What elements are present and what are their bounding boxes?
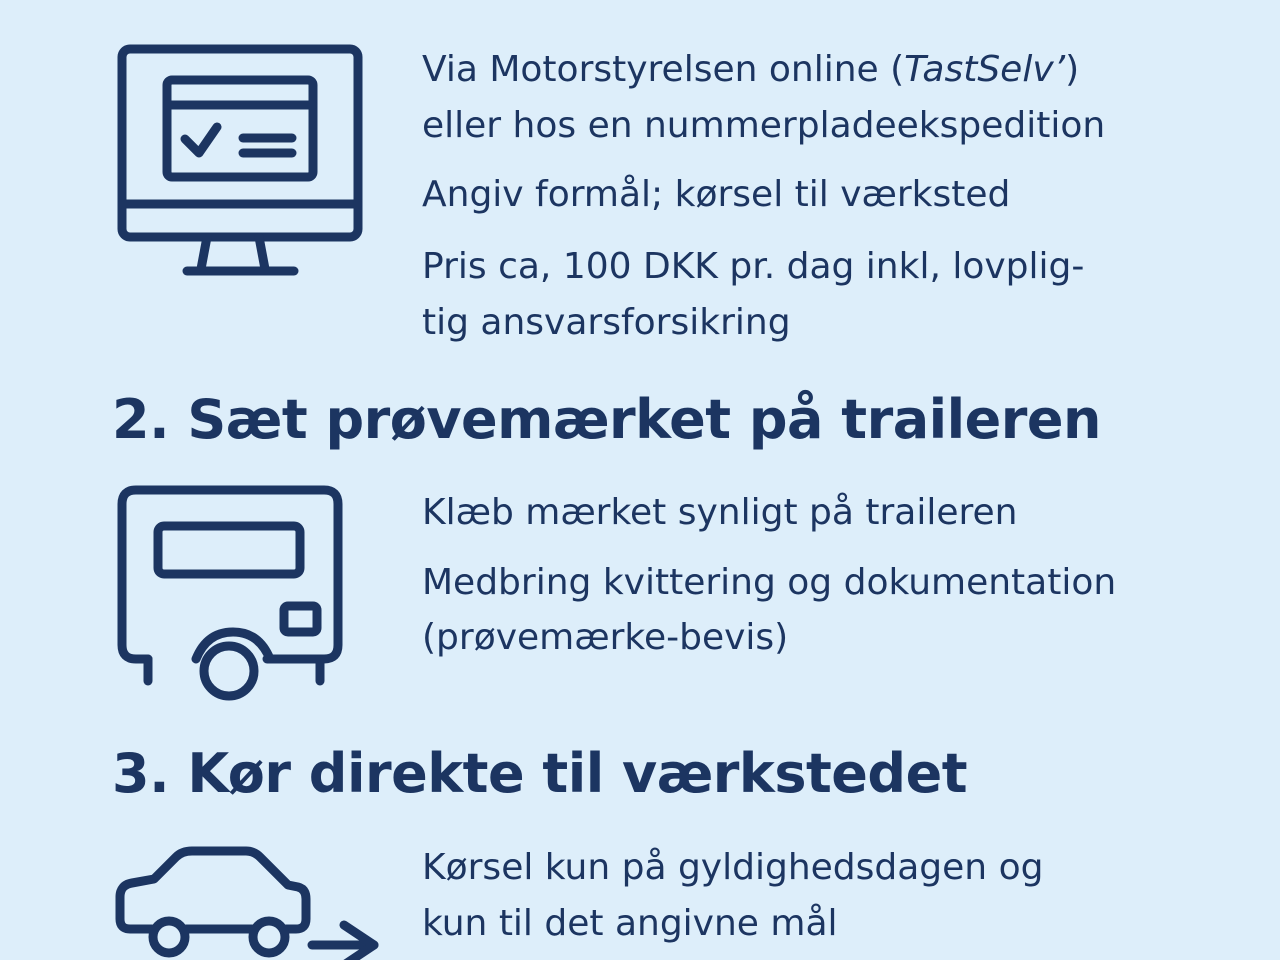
section3-line2: kun til det angivne mål [422, 903, 838, 944]
section3-line1: Kørsel kun på gyldighedsdagen og [422, 847, 1044, 888]
section1-line2: eller hos en nummerpladeekspedition [422, 105, 1106, 146]
section2-line2: Medbring kvittering og dokumentation [422, 562, 1117, 603]
section2-line3: (prøvemærke-bevis) [422, 617, 789, 658]
trailer-icon [112, 482, 352, 702]
section1-line1: Via Motorstyrelsen online (TastSelv’) [422, 49, 1080, 90]
section1-line5: tig ansvarsforsikring [422, 302, 791, 343]
section2-line1: Klæb mærket synligt på traileren [422, 492, 1018, 533]
section2-heading: 2. Sæt prøvemærket på traileren [112, 388, 1101, 451]
section3-heading: 3. Kør direkte til værkstedet [112, 742, 968, 805]
computer-checklist-icon [112, 40, 372, 285]
car-arrow-icon [112, 845, 382, 960]
section1-line3: Angiv formål; kørsel til værksted [422, 174, 1011, 215]
section1-line4: Pris ca, 100 DKK pr. dag inkl, lovplig- [422, 246, 1085, 287]
